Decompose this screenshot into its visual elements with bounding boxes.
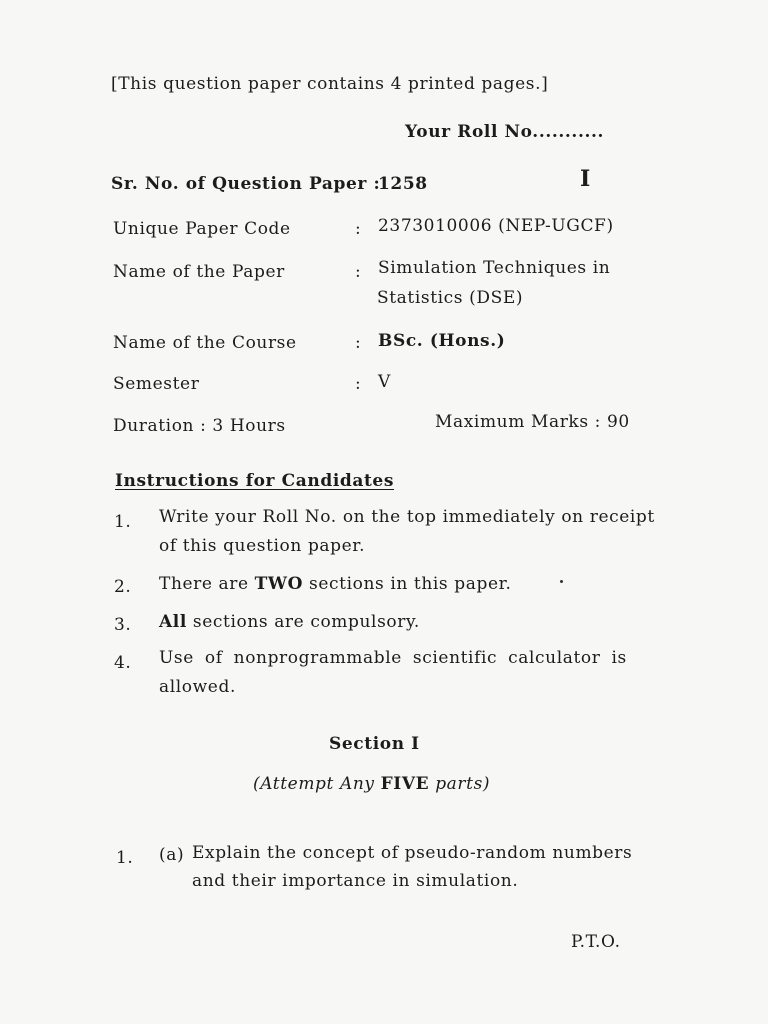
- course-name-sep: :: [355, 333, 362, 353]
- section-subtitle-post: parts): [429, 774, 491, 794]
- roll-no-field: Your Roll No...........: [405, 122, 605, 142]
- paper-name-value-line2: Statistics (DSE): [377, 288, 524, 308]
- question-1a-line2: and their importance in simulation.: [192, 871, 519, 891]
- pages-note: [This question paper contains 4 printed pages.]: [111, 74, 549, 94]
- pto-note: P.T.O.: [571, 932, 621, 952]
- instruction-2-bold: TWO: [254, 574, 304, 594]
- paper-code-value: 2373010006 (NEP-UGCF): [378, 216, 614, 236]
- paper-code-sep: :: [355, 219, 362, 239]
- semester-sep: :: [355, 374, 362, 394]
- instruction-number: 2.: [114, 577, 132, 597]
- instruction-2-post: sections in this paper.: [303, 574, 512, 594]
- instruction-4-line1: Use of nonprogrammable scientific calculator is: [159, 648, 627, 668]
- instruction-number: 4.: [114, 653, 132, 673]
- set-label: I: [580, 166, 591, 192]
- section-title: Section I: [329, 734, 420, 754]
- semester-label: Semester: [113, 374, 200, 394]
- section-subtitle-bold: FIVE: [380, 774, 430, 794]
- sr-no-value: 1258: [378, 174, 428, 194]
- course-name-value: BSc. (Hons.): [378, 331, 506, 351]
- instructions-heading: Instructions for Candidates: [115, 471, 395, 491]
- instruction-number: 1.: [114, 512, 132, 532]
- paper-name-sep: :: [355, 262, 362, 282]
- max-marks: Maximum Marks : 90: [435, 412, 630, 432]
- instruction-1-line1: Write your Roll No. on the top immediately on receipt: [159, 507, 655, 527]
- question-part: (a): [159, 845, 185, 865]
- instruction-2-pre: There are: [159, 574, 255, 594]
- paper-name-value-line1: Simulation Techniques in: [378, 258, 611, 278]
- duration: Duration : 3 Hours: [113, 416, 286, 436]
- question-number: 1.: [116, 848, 134, 868]
- instruction-2: [159, 574, 511, 594]
- instruction-1-line2: of this question paper.: [159, 536, 366, 556]
- speck: [560, 580, 563, 583]
- instruction-3-bold: All: [159, 612, 187, 632]
- course-name-label: Name of the Course: [113, 333, 297, 353]
- instruction-number: 3.: [114, 615, 132, 635]
- instruction-4-line2: allowed.: [159, 677, 236, 697]
- instruction-3: [159, 612, 420, 632]
- section-subtitle-pre: (Attempt Any: [253, 774, 381, 794]
- question-1a-line1: Explain the concept of pseudo-random numbers: [192, 843, 633, 863]
- semester-value: V: [378, 372, 391, 392]
- paper-code-label: Unique Paper Code: [113, 219, 291, 239]
- section-subtitle: [253, 774, 490, 794]
- instruction-3-post: sections are compulsory.: [186, 612, 420, 632]
- sr-no-label: Sr. No. of Question Paper :: [111, 174, 381, 194]
- paper-name-label: Name of the Paper: [113, 262, 285, 282]
